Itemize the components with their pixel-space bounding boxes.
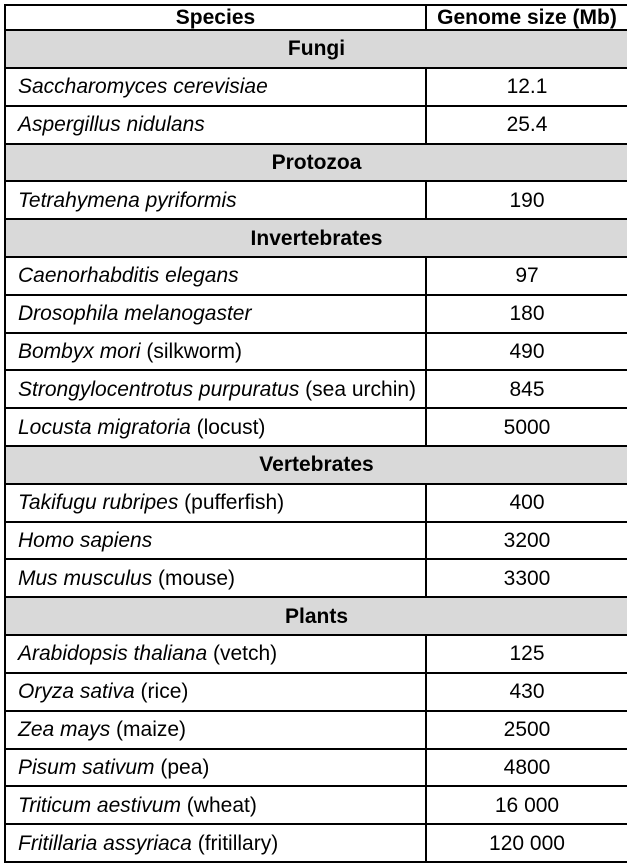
table-row — [5, 484, 627, 522]
section-row — [5, 144, 627, 182]
genome-size-cell: 490 — [426, 333, 627, 371]
species-cell — [5, 749, 426, 787]
species-scientific-name: Takifugu rubripes — [18, 491, 179, 515]
species-cell — [5, 484, 426, 522]
species-cell — [5, 106, 426, 144]
species-scientific-name: Strongylocentrotus purpuratus — [18, 377, 300, 401]
species-scientific-name: Tetrahymena pyriformis — [18, 188, 237, 212]
species-common-name: (locust) — [190, 415, 266, 439]
species-scientific-name: Arabidopsis thaliana — [18, 642, 208, 666]
species-common-name: (sea urchin) — [299, 377, 417, 401]
table-row — [5, 824, 627, 862]
section-row — [5, 219, 627, 257]
section-header: Invertebrates — [5, 219, 627, 257]
section-row — [5, 597, 627, 635]
species-cell — [5, 370, 426, 408]
species-scientific-name: Homo sapiens — [18, 529, 153, 553]
table-row — [5, 68, 627, 106]
species-cell — [5, 257, 426, 295]
species-common-name: (pea) — [154, 755, 210, 779]
species-scientific-name: Oryza sativa — [18, 680, 135, 704]
table-row — [5, 673, 627, 711]
species-column-header: Species — [5, 5, 426, 30]
genome-size-cell: 3300 — [426, 559, 627, 597]
species-scientific-name: Saccharomyces cerevisiae — [18, 75, 268, 99]
species-cell — [5, 786, 426, 824]
genome-size-cell: 97 — [426, 257, 627, 295]
species-scientific-name: Bombyx mori — [18, 339, 141, 363]
species-common-name: (fritillary) — [191, 831, 279, 855]
genome-size-cell: 12.1 — [426, 68, 627, 106]
species-common-name: (mouse) — [152, 566, 236, 590]
species-cell — [5, 522, 426, 560]
species-scientific-name: Fritillaria assyriaca — [18, 831, 192, 855]
genome-size-cell: 3200 — [426, 522, 627, 560]
table-row — [5, 749, 627, 787]
table-row — [5, 635, 627, 673]
species-cell — [5, 181, 426, 219]
species-scientific-name: Mus musculus — [18, 566, 153, 590]
section-header: Fungi — [5, 30, 627, 68]
table-row — [5, 786, 627, 824]
species-cell — [5, 408, 426, 446]
table-row — [5, 370, 627, 408]
species-scientific-name: Pisum sativum — [18, 755, 155, 779]
species-common-name: (maize) — [110, 718, 187, 742]
genome-size-cell: 16 000 — [426, 786, 627, 824]
section-header: Plants — [5, 597, 627, 635]
genome-size-cell: 400 — [426, 484, 627, 522]
species-common-name: (pufferfish) — [178, 491, 285, 515]
species-scientific-name: Aspergillus nidulans — [18, 113, 205, 137]
genome-size-cell: 190 — [426, 181, 627, 219]
table-row — [5, 711, 627, 749]
genome-size-cell: 120 000 — [426, 824, 627, 862]
genome-size-cell: 4800 — [426, 749, 627, 787]
species-scientific-name: Zea mays — [18, 718, 111, 742]
species-cell — [5, 68, 426, 106]
genome-size-cell: 5000 — [426, 408, 627, 446]
table-row — [5, 295, 627, 333]
genome-size-cell: 430 — [426, 673, 627, 711]
species-cell — [5, 711, 426, 749]
species-cell — [5, 824, 426, 862]
species-cell — [5, 295, 426, 333]
species-common-name: (rice) — [134, 680, 189, 704]
species-common-name: (silkworm) — [140, 339, 243, 363]
species-scientific-name: Locusta migratoria — [18, 415, 191, 439]
table-row — [5, 257, 627, 295]
table-row — [5, 408, 627, 446]
table-body — [5, 30, 627, 862]
section-row — [5, 446, 627, 484]
table-row — [5, 333, 627, 371]
table-header-row — [5, 5, 627, 30]
table-row — [5, 106, 627, 144]
species-common-name: (vetch) — [207, 642, 278, 666]
table-row — [5, 522, 627, 560]
genome-size-cell: 2500 — [426, 711, 627, 749]
section-row — [5, 30, 627, 68]
species-common-name: (wheat) — [180, 793, 257, 817]
genome-size-cell: 180 — [426, 295, 627, 333]
genome-size-cell: 845 — [426, 370, 627, 408]
genome-size-column-header: Genome size (Mb) — [426, 5, 627, 30]
table-row — [5, 559, 627, 597]
species-cell — [5, 635, 426, 673]
species-scientific-name: Drosophila melanogaster — [18, 302, 252, 326]
section-header: Protozoa — [5, 144, 627, 182]
section-header: Vertebrates — [5, 446, 627, 484]
species-cell — [5, 559, 426, 597]
species-cell — [5, 673, 426, 711]
genome-size-table — [4, 4, 627, 863]
species-scientific-name: Triticum aestivum — [18, 793, 181, 817]
genome-size-cell: 125 — [426, 635, 627, 673]
species-scientific-name: Caenorhabditis elegans — [18, 264, 239, 288]
species-cell — [5, 333, 426, 371]
genome-size-cell: 25.4 — [426, 106, 627, 144]
table-row — [5, 181, 627, 219]
